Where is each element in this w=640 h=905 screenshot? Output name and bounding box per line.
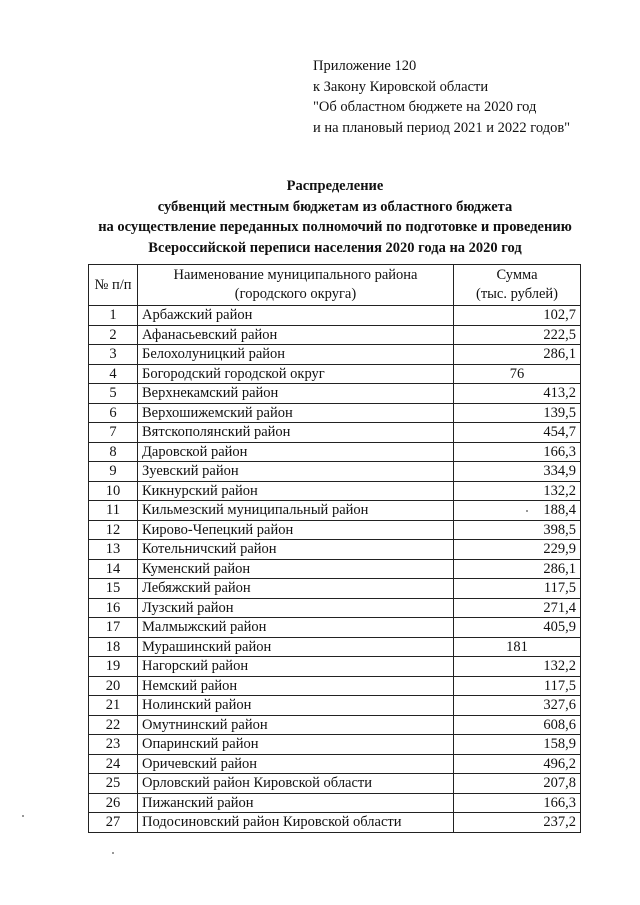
row-sum: 158,9: [454, 735, 581, 755]
row-district-name: Вятскополянский район: [138, 423, 454, 443]
row-number: 15: [89, 579, 138, 599]
table-row: [89, 462, 581, 482]
row-sum: 405,9: [454, 618, 581, 638]
row-district-name: Подосиновский район Кировской области: [138, 813, 454, 833]
row-district-name: Кикнурский район: [138, 481, 454, 501]
subvention-table: [88, 264, 581, 833]
row-number: 24: [89, 754, 138, 774]
table-row: [89, 364, 581, 384]
row-number: 18: [89, 637, 138, 657]
row-district-name: Пижанский район: [138, 793, 454, 813]
row-number: 17: [89, 618, 138, 638]
row-district-name: Верхнекамский район: [138, 384, 454, 404]
table-row: [89, 637, 581, 657]
row-district-name: Кирово-Чепецкий район: [138, 520, 454, 540]
row-number: 7: [89, 423, 138, 443]
row-number: 26: [89, 793, 138, 813]
row-district-name: Даровской район: [138, 442, 454, 462]
table-header-row: [89, 265, 581, 306]
row-sum: 207,8: [454, 774, 581, 794]
row-number: 20: [89, 676, 138, 696]
row-sum: 286,1: [454, 559, 581, 579]
row-sum: 132,2: [454, 657, 581, 677]
row-sum: 117,5: [454, 579, 581, 599]
row-district-name: Котельничский район: [138, 540, 454, 560]
row-number: 11: [89, 501, 138, 521]
table-row: [89, 442, 581, 462]
row-number: 10: [89, 481, 138, 501]
row-district-name: Кильмезский муниципальный район: [138, 501, 454, 521]
row-district-name: Опаринский район: [138, 735, 454, 755]
table-row: [89, 774, 581, 794]
row-sum: 166,3: [454, 793, 581, 813]
row-district-name: Зуевский район: [138, 462, 454, 482]
table-row: [89, 579, 581, 599]
title-line: Всероссийской переписи населения 2020 года на 2020 год: [148, 239, 522, 256]
row-number: 23: [89, 735, 138, 755]
row-number: 25: [89, 774, 138, 794]
row-sum: 102,7: [454, 306, 581, 326]
table-row: [89, 540, 581, 560]
row-number: 14: [89, 559, 138, 579]
appendix-line: к Закону Кировской области: [313, 78, 489, 95]
row-district-name: Лебяжский район: [138, 579, 454, 599]
row-sum: 229,9: [454, 540, 581, 560]
row-district-name: Мурашинский район: [138, 637, 454, 657]
row-district-name: Афанасьевский район: [138, 325, 454, 345]
table-row: [89, 559, 581, 579]
row-sum: 496,2: [454, 754, 581, 774]
document-title: [60, 176, 610, 258]
row-sum: 132,2: [454, 481, 581, 501]
row-number: 9: [89, 462, 138, 482]
row-number: 8: [89, 442, 138, 462]
table-row: [89, 735, 581, 755]
title-line: субвенций местным бюджетам из областного бюджета: [157, 198, 513, 215]
row-number: 21: [89, 696, 138, 716]
table-row: [89, 520, 581, 540]
row-district-name: Куменский район: [138, 559, 454, 579]
table-row: [89, 676, 581, 696]
row-sum: 271,4: [454, 598, 581, 618]
row-sum: 334,9: [454, 462, 581, 482]
row-district-name: Белохолуницкий район: [138, 345, 454, 365]
row-district-name: Арбажский район: [138, 306, 454, 326]
table-row: [89, 618, 581, 638]
row-sum: 181: [454, 637, 581, 657]
row-number: 13: [89, 540, 138, 560]
table-row: [89, 345, 581, 365]
row-number: 22: [89, 715, 138, 735]
row-sum: 117,5: [454, 676, 581, 696]
title-line: на осуществление переданных полномочий по подготовке и проведению: [98, 219, 572, 235]
scan-speck: [22, 815, 24, 817]
row-number: 1: [89, 306, 138, 326]
table-body: [89, 306, 581, 833]
table-row: [89, 754, 581, 774]
header-num: № п/п: [89, 265, 138, 306]
table-row: [89, 793, 581, 813]
row-number: 5: [89, 384, 138, 404]
row-district-name: Нагорский район: [138, 657, 454, 677]
row-district-name: Орловский район Кировской области: [138, 774, 454, 794]
title-line: Распределение: [286, 178, 384, 194]
table-row: [89, 306, 581, 326]
table-row: [89, 481, 581, 501]
appendix-line: Приложение 120: [313, 58, 417, 74]
row-number: 3: [89, 345, 138, 365]
row-district-name: Богородский городской округ: [138, 364, 454, 384]
row-sum: 327,6: [454, 696, 581, 716]
table-row: [89, 696, 581, 716]
row-sum: 398,5: [454, 520, 581, 540]
appendix-line: и на плановый период 2021 и 2022 годов": [313, 119, 571, 136]
table-row: [89, 715, 581, 735]
scan-speck: [112, 852, 114, 854]
row-sum: 166,3: [454, 442, 581, 462]
scan-speck: [526, 510, 528, 512]
row-sum: 286,1: [454, 345, 581, 365]
table-row: [89, 325, 581, 345]
table-row: [89, 501, 581, 521]
table-row: [89, 598, 581, 618]
table-row: [89, 423, 581, 443]
header-sum: Сумма (тыс. рублей): [454, 265, 581, 306]
row-district-name: Нолинский район: [138, 696, 454, 716]
row-sum: 76: [454, 364, 581, 384]
row-sum: 413,2: [454, 384, 581, 404]
row-sum: 188,4: [454, 501, 581, 521]
table-row: [89, 657, 581, 677]
row-sum: 237,2: [454, 813, 581, 833]
row-number: 2: [89, 325, 138, 345]
row-number: 16: [89, 598, 138, 618]
row-sum: 608,6: [454, 715, 581, 735]
header-name: Наименование муниципального района (городского округа): [138, 265, 454, 306]
row-number: 4: [89, 364, 138, 384]
row-district-name: Немский район: [138, 676, 454, 696]
table-row: [89, 813, 581, 833]
row-district-name: Малмыжский район: [138, 618, 454, 638]
appendix-header: [313, 56, 570, 138]
table-row: [89, 403, 581, 423]
row-district-name: Лузский район: [138, 598, 454, 618]
row-sum: 139,5: [454, 403, 581, 423]
row-number: 19: [89, 657, 138, 677]
row-sum: 222,5: [454, 325, 581, 345]
row-sum: 454,7: [454, 423, 581, 443]
row-number: 12: [89, 520, 138, 540]
table-row: [89, 384, 581, 404]
appendix-line: "Об областном бюджете на 2020 год: [313, 99, 537, 115]
row-number: 27: [89, 813, 138, 833]
row-number: 6: [89, 403, 138, 423]
row-district-name: Омутнинский район: [138, 715, 454, 735]
row-district-name: Верхошижемский район: [138, 403, 454, 423]
row-district-name: Оричевский район: [138, 754, 454, 774]
